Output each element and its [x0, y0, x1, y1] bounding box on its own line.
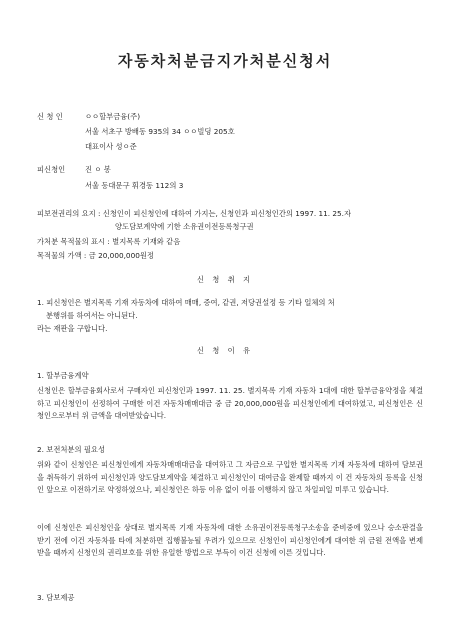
section2-text1: 위와 같이 신청인은 피신청인에게 자동차매매대금을 대여하고 그 자금으로 구입한 별지목록 기재 자동차에 대하여 담보권을 취득하기 위하여 피신청인과 양도담보계약을 체결하고 피신청인이 대여금을 완제할 때까지 이 건 자동차의 등록을 신청인 앞으로 이전하기로 약정하였으나, 피신청인은 하등 이유 없이 이를 이행하지 않고 차일피일 미루고 있습니다.	[37, 460, 423, 494]
reasons-heading: 신 청 이 유	[196, 346, 254, 355]
claim-summary-line1: 피보전권리의 요지 : 신청인이 피신청인에 대하여 가지는, 신청인과 피신청인간의 1997. 11. 25.자	[37, 209, 352, 218]
respondent-name: 진 ㅇ 봉	[85, 165, 111, 174]
purpose-closing: 라는 재판을 구합니다.	[37, 324, 108, 333]
applicant-label: 신 청 인	[37, 112, 63, 121]
document-title: 자동차처분금지가처분신청서	[117, 52, 333, 70]
object-description: 가처분 목적물의 표시 : 별지목록 기재와 같음	[37, 237, 181, 246]
section2-text2: 이에 신청인은 피신청인을 상대로 별지목록 기재 자동차에 대한 소유권이전등록청구소송을 준비중에 있으나 승소판결을 받기 전에 이건 자동차를 타에 처분하면 집행불능될 우려가 있으므로 신청인이 피신청인에게 대여한 위 금원 전액을 변제받을 때까지 신청인의 권리보호를 위한 유일한 방법으로 부득이 이건 신청에 이른 것입니다.	[37, 523, 423, 557]
respondent-address: 서울 동대문구 휘경동 112의 3	[85, 181, 184, 190]
purpose-heading: 신 청 취 지	[196, 275, 254, 284]
section1-title: 1. 할부금융계약	[37, 371, 89, 380]
applicant-name: ㅇㅇ할부금융(주)	[85, 112, 141, 121]
section2-title: 2. 보전처분의 필요성	[37, 445, 105, 454]
claim-summary-line2: 양도담보계약에 기한 소유권이전등록청구권	[115, 222, 254, 231]
section1-text: 신청인은 할부금융회사로서 구매자인 피신청인과 1997. 11. 25. 별지목록 기재 자동차 1대에 대한 할부금융약정을 체결하고 피신청인이 선정하여 구매한 이건 자동차매매대금 중 금 20,000,000원을 피신청인에게 대여하였고, 피신청인은 신청인으로부터 위 금액을 대여받았습니다.	[37, 386, 423, 420]
respondent-label: 피신청인	[37, 165, 66, 174]
applicant-representative: 대표이사 성ㅇ준	[85, 142, 137, 151]
applicant-address: 서울 서초구 방배동 935의 34 ㅇㅇ빌딩 205호	[85, 127, 235, 136]
purpose-item1-line1: 1. 피신청인은 별지목록 기재 자동차에 대하여 매매, 증여, 같권, 저당권설정 등 기타 일체의 처	[37, 298, 335, 307]
object-value: 목적물의 가액 : 금 20,000,000원정	[37, 251, 154, 260]
section3-title: 3. 담보제공	[37, 593, 75, 602]
purpose-item1-line2: 분행위를 하여서는 아니된다.	[46, 311, 138, 320]
